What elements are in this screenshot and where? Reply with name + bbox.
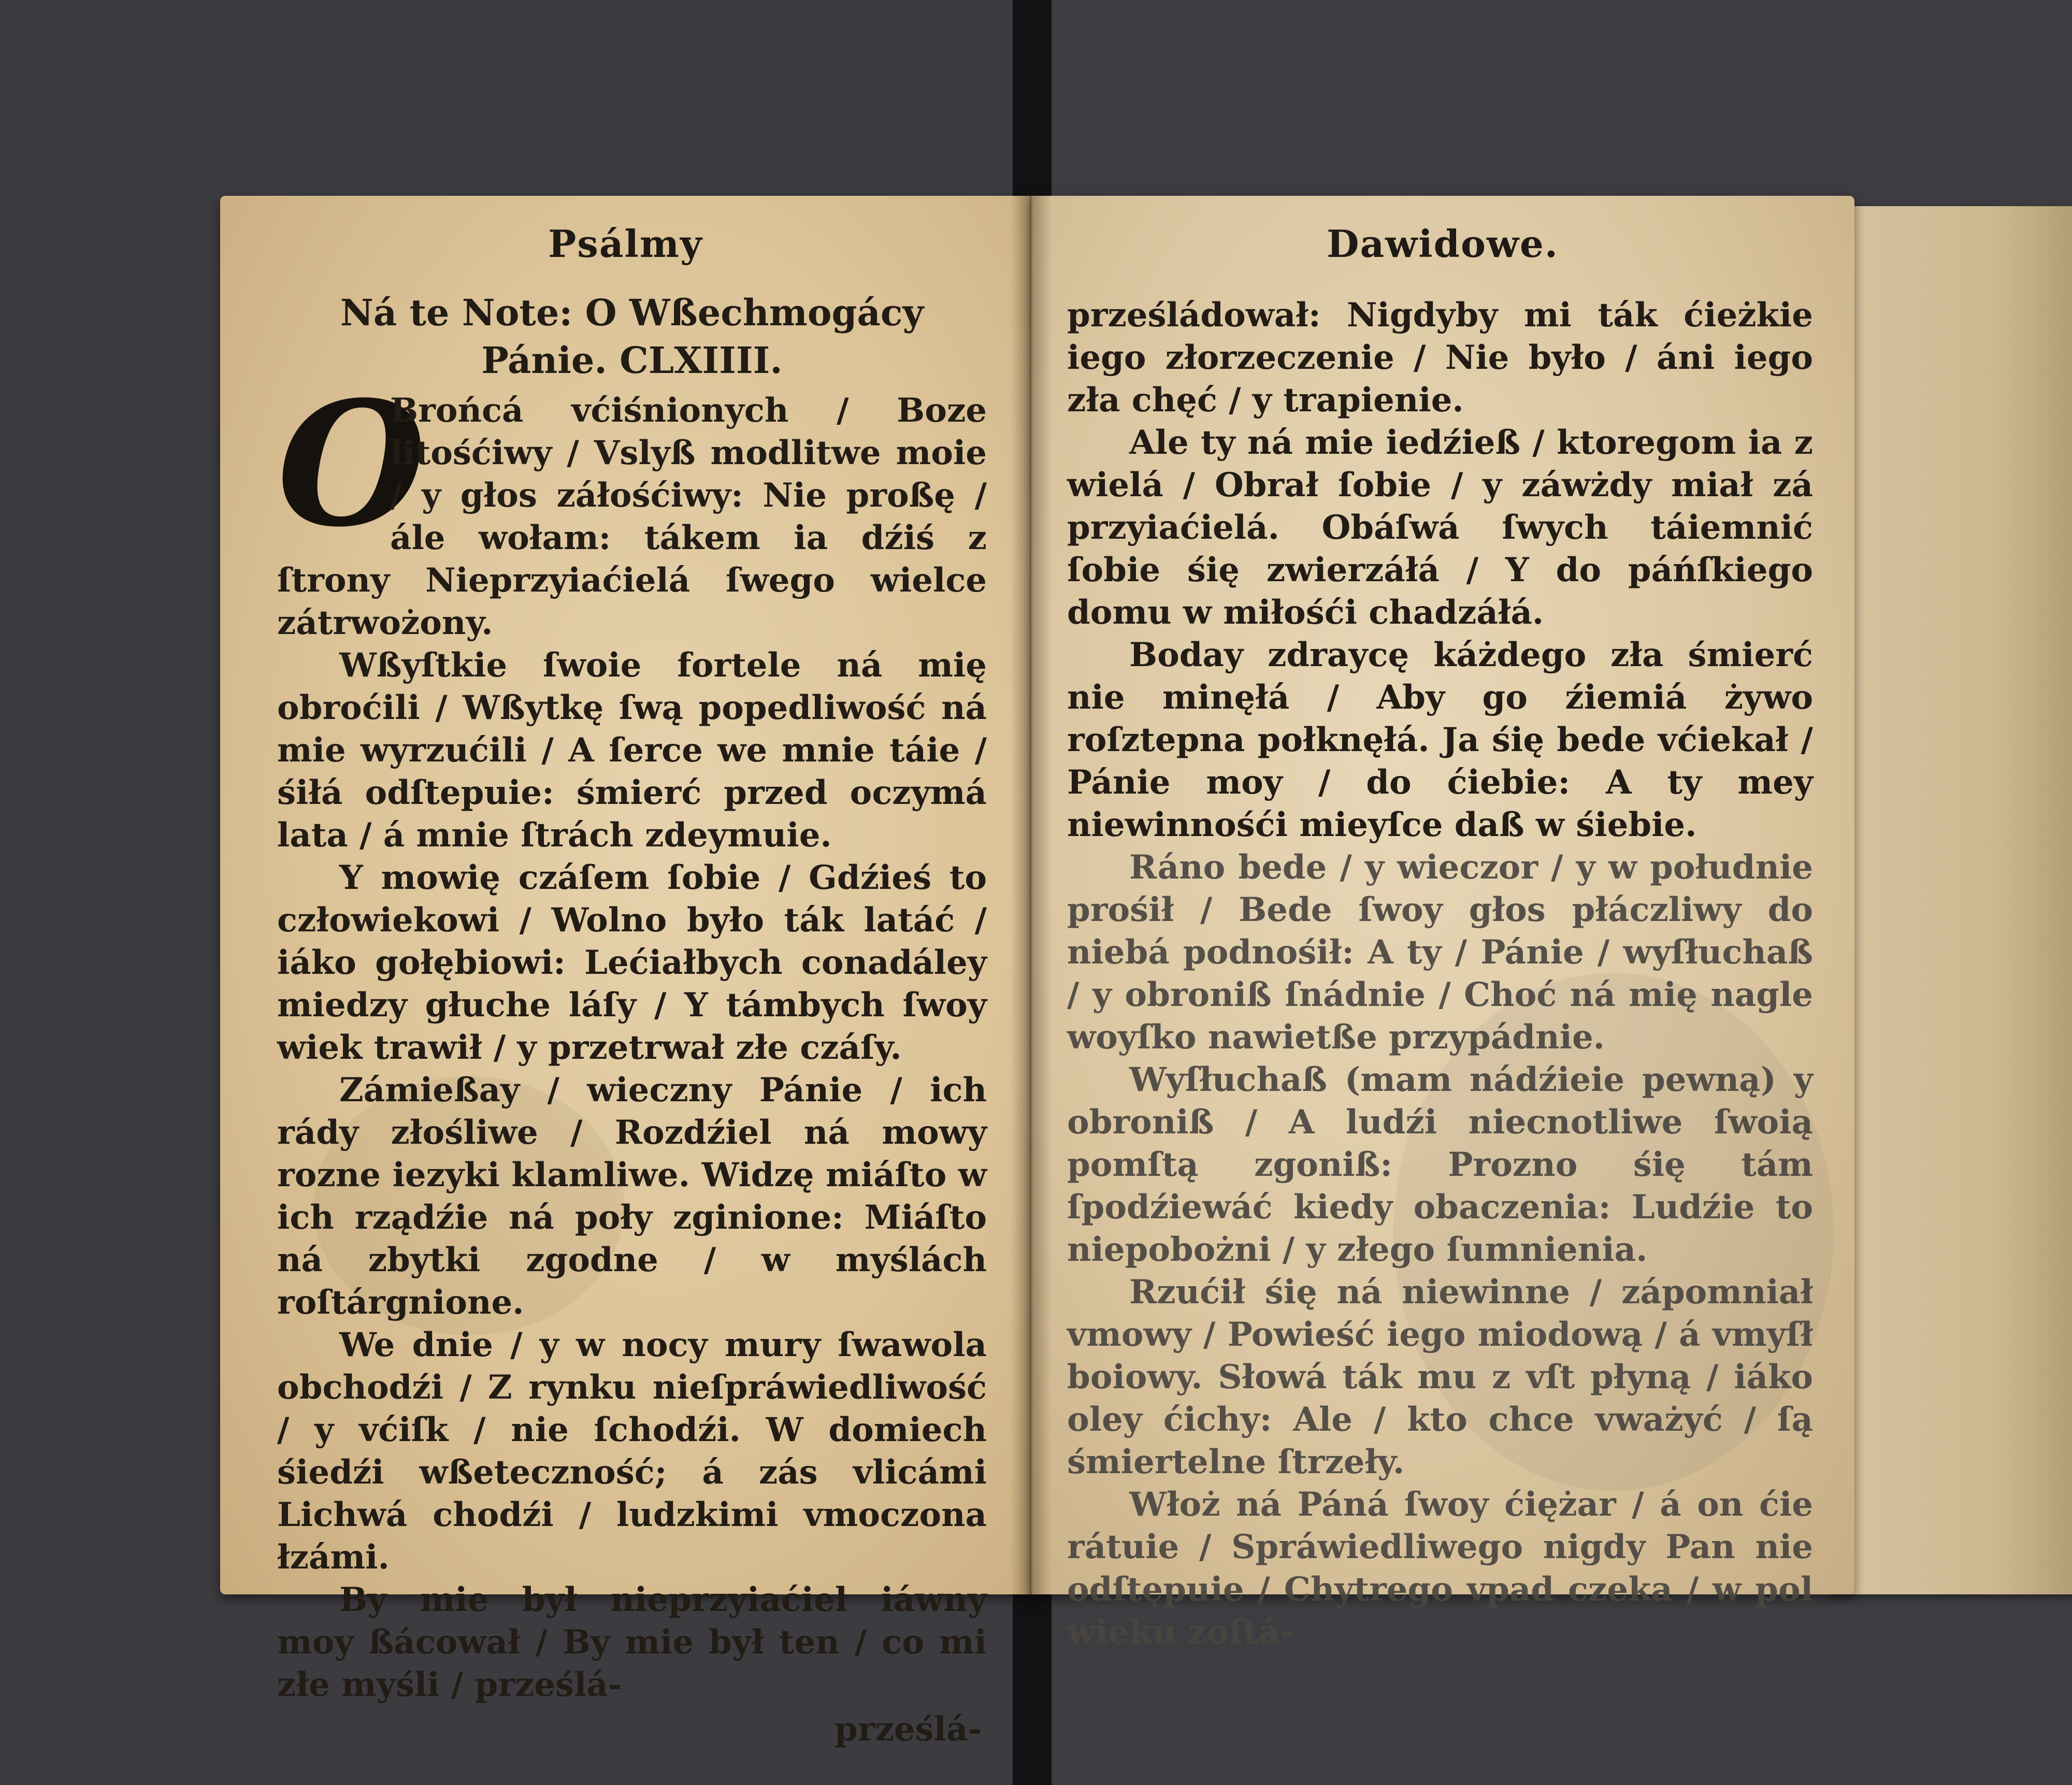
paragraph: Boday zdraycę káżdego zła śmierć nie minęłá / Aby go źiemiá żywo roſztepna połknęłá. Ja śię bede vćiekał / Pánie moy / do ćiebie: A ty mey niewinnośći mieyſce daß w śiebie.	[1067, 636, 1813, 844]
running-head-right: Dawidowe.	[1327, 222, 1559, 266]
first-paragraph-wrap	[277, 390, 987, 644]
left-page	[220, 196, 1031, 1749]
paragraph: Wyſłuchaß (mam nádźieie pewną) y obroniß / A ludźi niecnotliwe ſwoią pomſtą zgoniß: Prozno śię tám ſpodźiewáć kiedy obaczenia: Ludźie to niepobożni / y złego ſumnienia.	[1067, 1060, 1813, 1269]
catchword: prześlá-	[834, 1710, 982, 1749]
left-text-block	[277, 289, 987, 1751]
paragraph: prześládował: Nigdyby mi ták ćieżkie iego złorzeczenie / Nie było / áni iego zła chęć / y trapienie.	[1067, 296, 1813, 420]
paragraph: Brońcá vćiśnionych / Boze litośćiwy / Vslyß modlitwe moie / y głos záłośćiwy: Nie proßę / ále wołam: tákem ia dźiś z ſtrony Nieprzyiaćielá ſwego wielce zátrwożony.	[277, 391, 987, 642]
page-edges	[1826, 206, 2072, 1594]
paragraph: We dnie / y w nocy mury ſwawola obchodźi / Z rynku nieſpráwiedliwość / y vćiſk / nie ſchodźi. W domiech śiedźi wßeteczność; á zás vlicámi Lichwá chodźi / ludzkimi vmoczona łzámi.	[277, 1326, 987, 1577]
paragraph: By mie był nieprzyiaćiel iáwny moy ßácował / By mie był ten / co mi złe myśli / prześlá-	[277, 1580, 987, 1704]
paragraph: Włoż ná Páná ſwoy ćiężar / á on ćie rátuie / Spráwiedliwego nigdy Pan nie odſtępuie / Chytrego vpad czeka / w pol wieku zoſtá-	[1067, 1485, 1813, 1651]
paragraph: Y mowię czáſem ſobie / Gdźieś to człowiekowi / Wolno było ták latáć / iáko gołębiowi: Lećiałbych conadáley miedzy głuche láſy / Y támbych ſwoy wiek trawił / y przetrwał złe czáſy.	[277, 858, 987, 1067]
paragraph: Ale ty ná mie iedźieß / ktoregom ia z wielá / Obrał ſobie / y záwżdy miał zá przyiaćielá. Obáſwá ſwych táiemnić ſobie śię zwierzáłá / Y do páńſkiego domu w miłośći chadzáłá.	[1067, 423, 1813, 632]
drop-initial: O	[277, 390, 426, 565]
paragraph: Ráno bede / y wieczor / y w południe prośił / Bede ſwoy głos płáczliwy do niebá podnośił: A ty / Pánie / wyſłuchaß / y obroniß ſnádnie / Choć ná mię nagle woyſko nawietße przypádnie.	[1067, 848, 1813, 1057]
open-book	[220, 196, 1891, 1749]
right-page	[1031, 196, 1854, 1651]
running-head-left: Psálmy	[548, 222, 703, 266]
psalm-title: Ná te Note: O Wßechmogácy Pánie. CLXIIII.	[340, 291, 924, 382]
right-text-block	[1067, 294, 1813, 1653]
paragraph: Rzućił śię ná niewinne / zápomniał vmowy / Powieść iego miodową / á vmyſł boiowy. Słowá ták mu z vſt płyną / iáko oley ćichy: Ale / kto chce vważyć / ſą śmiertelne ſtrzeły.	[1067, 1273, 1813, 1481]
book-spine	[1010, 196, 1052, 1594]
paragraph: Wßyſtkie ſwoie fortele ná mię obroćili / Wßytkę ſwą popedliwość ná mie wyrzućili / A ſerce we mnie táie / śiłá odſtepuie: śmierć przed oczymá lata / á mnie ſtrách zdeymuie.	[277, 646, 987, 855]
paragraph: Zámießay / wieczny Pánie / ich rády złośliwe / Rozdźiel ná mowy rozne iezyki klamliwe. Widzę miáſto w ich rządźie ná poły zginione: Miáſto ná zbytki zgodne / w myślách roſtárgnione.	[277, 1071, 987, 1322]
